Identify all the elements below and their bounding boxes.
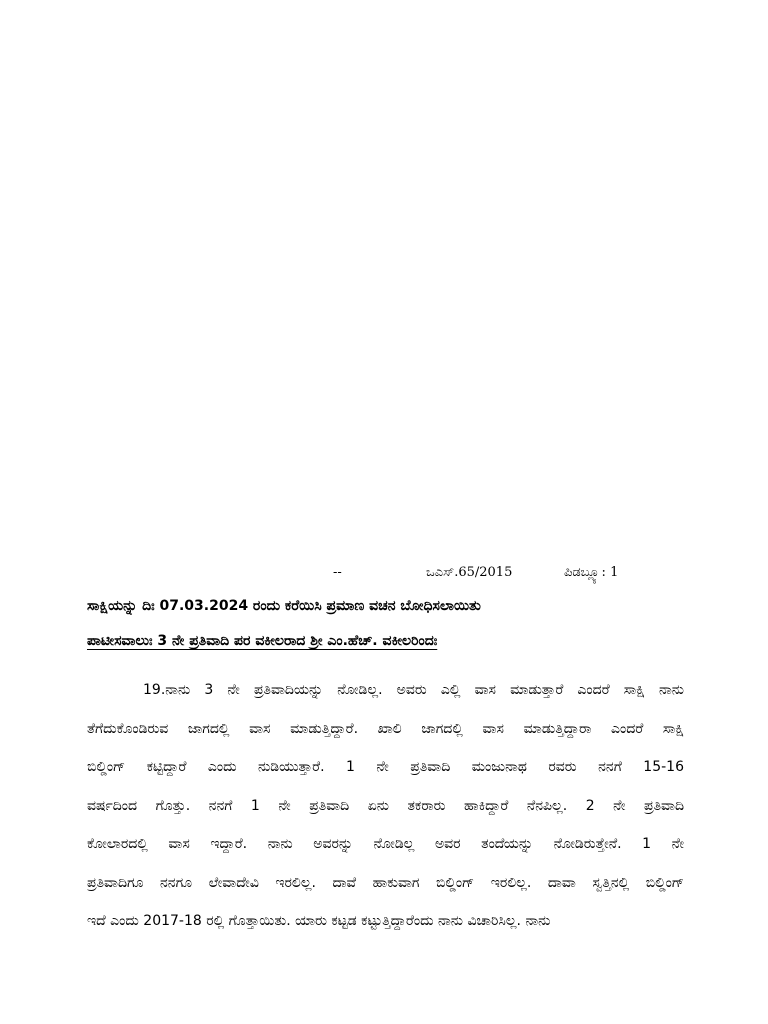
paragraph-line: ವರ್ಷದಿಂದ ಗೊತ್ತು. ನನಗೆ 1 ನೇ ಪ್ರತಿವಾದಿ ಏನು ತಕರಾರು ಹಾಕಿದ್ದಾರೆ ನೆನಪಿಲ್ಲ. 2 ನೇ ಪ್ರತಿವಾದಿ (87, 797, 684, 814)
paragraph-line: ತೆಗೆದುಕೊಂಡಿರುವ ಜಾಗದಲ್ಲಿ ವಾಸ ಮಾಡುತ್ತಿದ್ದಾರೆ. ಖಾಲಿ ಜಾಗದಲ್ಲಿ ವಾಸ ಮಾಡುತ್ತಿದ್ದಾರಾ ಎಂದರೆ ಸಾಕ್ಷಿ (87, 720, 684, 737)
testimony-paragraph (87, 671, 684, 941)
paragraph-line: ಪ್ರತಿವಾದಿಗೂ ನನಗೂ ಲೇವಾದೇವಿ ಇರಲಿಲ್ಲ. ದಾವೆ ಹಾಕುವಾಗ ಬಿಲ್ಡಿಂಗ್ ಇರಲಿಲ್ಲ. ದಾವಾ ಸ್ವತ್ತಿನಲ್ಲಿ ಬಿಲ್ಡಿಂಗ್ (87, 874, 684, 891)
paragraph-line: 19.ನಾನು 3 ನೇ ಪ್ರತಿವಾದಿಯನ್ನು ನೋಡಿಲ್ಲ. ಅವರು ಎಲ್ಲಿ ವಾಸ ಮಾಡುತ್ತಾರೆ ಎಂದರೆ ಸಾಕ್ಷಿ ನಾನು (143, 682, 684, 698)
oath-heading: ಸಾಕ್ಷಿಯನ್ನು ದಿಃ 07.03.2024 ರಂದು ಕರೆಯಿಸಿ ಪ್ರಮಾಣ ವಚನ ಬೋಧಿಸಲಾಯಿತು (87, 598, 481, 614)
paragraph-line: ಬಿಲ್ಡಿಂಗ್ ಕಟ್ಟಿದ್ದಾರೆ ಎಂದು ನುಡಿಯುತ್ತಾರೆ. 1 ನೇ ಪ್ರತಿವಾದಿ ಮಂಜುನಾಥ ರವರು ನನಗೆ 15-16 (87, 759, 684, 775)
case-number: ಒಎಸ್.65/2015 (426, 565, 513, 580)
cross-examination-heading: ಪಾಟೀಸವಾಲುಃ 3 ನೇ ಪ್ರತಿವಾದಿ ಪರ ವಕೀಲರಾದ ಶ್ರೀ ಎಂ.ಹೆಚ್. ವಕೀಲರಿಂದಃ (87, 633, 438, 649)
paragraph-line: ಇದೆ ಎಂದು 2017-18 ರಲ್ಲಿ ಗೊತ್ತಾಯಿತು. ಯಾರು ಕಟ್ಟಡ ಕಟ್ಟುತ್ತಿದ್ದಾರೆಂದು ನಾನು ವಿಚಾರಿಸಿಲ್ಲ. ನಾನು (87, 913, 551, 929)
paragraph-line: ಕೋಲಾರದಲ್ಲಿ ವಾಸ ಇದ್ದಾರೆ. ನಾನು ಅವರನ್ನು ನೋಡಿಲ್ಲ ಅವರ ತಂದೆಯನ್ನು ನೋಡಿರುತ್ತೇನೆ. 1 ನೇ (87, 836, 684, 852)
witness-label: ಪಿಡಬ್ಲ್ಯೂ: 1 (564, 565, 619, 580)
page-header (0, 565, 768, 585)
header-dash: -- (333, 565, 342, 580)
